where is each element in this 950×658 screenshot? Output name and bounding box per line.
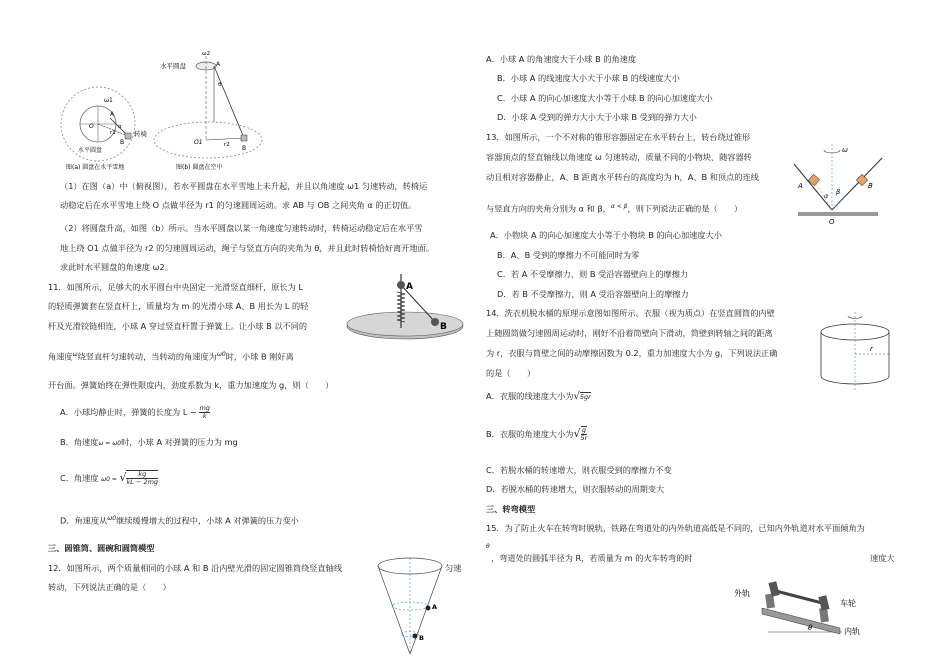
figure-q15-rail: [732, 570, 872, 656]
ball-a: [397, 281, 405, 289]
q14-option-a-sqrt: √: [573, 391, 580, 402]
fig-a-A: A: [110, 111, 115, 118]
figure-q13-cone: [788, 140, 888, 226]
fig15-wheel: 车轮: [840, 599, 856, 608]
q12-line1-tail: 匀速: [445, 563, 462, 573]
q11-option-d: [60, 515, 299, 526]
fig13-B: B: [868, 182, 873, 190]
q11-line4-c: 时，小球 B 刚好离: [225, 351, 294, 362]
q11-option-c-den: kL − 2mg: [126, 478, 159, 487]
q13-line3: 动且相对容器静止，A、B 距离水平转台的高度均为 h，A、B 和顶点的连线: [486, 172, 759, 182]
q11-option-b-sym: ω = ω0: [98, 440, 122, 447]
q14-option-b-num: g: [581, 426, 586, 434]
q14-option-b-den: 5r: [580, 434, 588, 443]
q13-line4-a: 与竖直方向的夹角分别为 α 和 β，: [486, 203, 611, 214]
q11-option-c-sym: ω0 =: [101, 475, 117, 483]
q11-option-c-fraction: [126, 470, 158, 487]
q10-part2-line3: 求此时水平圆盘的角速度 ω2。: [60, 262, 173, 272]
figure-q14-drum: [815, 310, 895, 390]
fig-a-O: O: [89, 123, 94, 130]
q11-line4: [48, 351, 294, 362]
q14-option-c: C．若脱水桶的转速增大，则衣服受到的摩擦力不变: [486, 465, 672, 475]
fig-b-B: B: [242, 145, 247, 152]
q10-part1-line1: （1）在图（a）中（俯视图），若水平圆盘在水平雪地上未升起，并且以角速度 ω1 匀速转动，转椅运: [60, 181, 428, 191]
q14-line4: 的是（ ）: [486, 368, 536, 378]
q15-line1: 15．为了防止火车在转弯时脱轨，铁路在弯道处的内外轨道高低是不同的，已知内外轨道对水平面倾角为: [486, 523, 865, 533]
fig12-A: A: [432, 603, 438, 611]
q14-option-b-sqrt: √: [573, 426, 581, 440]
rope-b: [214, 66, 244, 138]
wall-right: [832, 158, 882, 210]
q12-option-d: D．小球 A 受到的弹力大小大于小球 B 受到的弹力大小: [497, 112, 697, 122]
q11-line3: 杆及光滑铰链相连，小球 A 穿过竖直杆置于弹簧上。让小球 B 以不同的: [48, 321, 308, 331]
q11-line4-omega0: ω0: [216, 351, 226, 358]
section-3-heading: 三、圆锥筒、圆碗和圆筒模型: [48, 543, 155, 553]
q12-option-a: A．小球 A 的角速度大于小球 B 的角速度: [486, 54, 637, 64]
q14-option-b: [486, 426, 587, 443]
q14-option-d: D．若脱水桶的转速增大，则衣服转动的周期变大: [486, 484, 665, 494]
fig15-theta: θ: [808, 624, 813, 632]
q11-option-c-sqrt: √: [119, 470, 127, 484]
fig11-A: A: [406, 282, 413, 292]
section-4-heading: 三、转弯模型: [486, 504, 536, 514]
q15-line2: ，弯道处的圆弧半径为 R，若质量为 m 的火车转弯的时: [491, 553, 693, 563]
fig13-omega: ω: [842, 146, 848, 154]
q10-part2-line1: （2）将圆盘升高，如图（b）所示。当水平圆盘以某一角速度匀速转动时，转椅运动稳定后在水平雪: [60, 223, 423, 233]
fig13-A: A: [798, 182, 803, 190]
turntable-q13: [798, 212, 878, 216]
q14-option-a-radicand: 5gr: [579, 393, 591, 401]
q12-option-b: B．小球 A 的线速度大小大于小球 B 的线速度大小: [497, 73, 680, 83]
q14-line2: 上随圆筒做匀速圆周运动时，刚好不沿着筒壁向下滑动，筒壁到转轴之间的距离: [486, 328, 773, 338]
fig13-beta: β: [836, 188, 841, 196]
q11-option-c-num: kg: [126, 471, 158, 479]
fig13-alpha: α: [824, 192, 829, 200]
q12-line1: 12．如图所示，两个质量相同的小球 A 和 B 沿内壁光滑的固定圆锥筒绕竖直轴线: [48, 563, 343, 573]
q11-line4-omega: ω: [72, 351, 78, 358]
wheel-right: [818, 595, 829, 611]
fig14-r: r: [870, 345, 873, 353]
ball-a-q12: [426, 606, 431, 611]
q11-option-a-text: A．小球均静止时，弹簧的长度为 L −: [60, 407, 197, 418]
cone-right: [410, 566, 442, 654]
q11-option-c: [60, 470, 158, 487]
q13-option-d: D．若 B 不受摩擦力，则 A 受沿容器壁向上的摩擦力: [497, 289, 689, 299]
q13-option-a: A．小物块 A 的向心加速度大小等于小物块 B 的向心加速度大小: [490, 230, 722, 240]
q11-line1: 11．如图所示，足够大的水平圆台中央固定一光滑竖直细杆，原长为 L: [48, 282, 304, 292]
figure-turntable: [58, 50, 308, 175]
q11-option-d-pre: D．角速度从: [60, 515, 108, 526]
fig15-inner: 内轨: [844, 627, 860, 636]
q11-option-b: [60, 437, 238, 448]
q11-line5: 开台面。弹簧始终在弹性限度内，劲度系数为 k，重力加速度为 g，则（ ）: [48, 380, 334, 390]
cone-left: [378, 566, 410, 654]
q14-option-a: [486, 391, 591, 404]
q10-part1-line2: 动稳定后在水平雪地上绕 O 点做半径为 r1 的匀速圆周运动。求 AB 与 OB 之间夹角 α 的正切值。: [60, 200, 417, 210]
q13-option-c: C．若 A 不受摩擦力，则 B 受沿容器壁向上的摩擦力: [497, 269, 689, 279]
fig-b-O1: O1: [194, 139, 203, 146]
q14-line3: 为 r，衣服与筒壁之间的动摩擦因数为 0.2，重力加速度大小为 g，下列说法正确: [486, 348, 778, 358]
axle: [772, 590, 826, 604]
fig-b-A: A: [216, 61, 221, 68]
q11-line4-a: 角速度: [48, 351, 73, 362]
line-oa: [814, 180, 832, 210]
q14-option-a-text: A．衣服的线速度大小为: [486, 391, 574, 401]
ball-b: [431, 318, 439, 326]
chair-a: [125, 133, 131, 139]
q15-theta: θ: [486, 543, 490, 550]
q13-line4-b: ，则下列说法正确的是（ ）: [627, 203, 743, 214]
fig-a-w1: ω1: [104, 97, 113, 104]
q12-option-c: C．小球 A 的向心加速度大小等于小球 B 的向心加速度大小: [497, 93, 713, 103]
fig-b-caption: 图(b) 圆盘在空中: [176, 164, 223, 171]
q12-line2: 转动，下列说法正确的是（ ）: [48, 582, 171, 592]
q13-line2: 容器顶点的竖直轴线以角速度 ω 匀速转动，质量不同的小物块、随容器转: [486, 152, 752, 162]
fig-a-B: B: [120, 139, 125, 146]
q11-option-a-num: mg: [199, 404, 210, 412]
q11-option-b-post: 时，小球 A 对弹簧的压力为 mg: [121, 437, 238, 447]
fig15-outer: 外轨: [734, 589, 750, 598]
q11-option-c-pre: C．角速度: [60, 472, 99, 483]
q11-option-a-den: k: [202, 412, 207, 421]
q11-option-d-post: 继续缓慢增大的过程中，小球 A 对弹簧的压力变小: [116, 515, 299, 526]
q13-line1: 13．如图所示，一个不对称的锥形容器固定在水平转台上，转台绕过锥形: [486, 132, 751, 142]
fig-a-caption: 图(a) 圆盘在水平雪地: [66, 164, 125, 171]
fig-b-r2: r2: [224, 142, 230, 148]
q11-option-a: [60, 405, 210, 420]
q10-part2-line2: 地上绕 O1 点做半径为 r2 的匀速圆周运动，绳子与竖直方向的夹角为 θ，并且此时转椅恰好离开地面。: [60, 243, 434, 253]
ball-b-q12: [413, 634, 418, 639]
fig-b-w2: ω2: [202, 51, 211, 57]
q15-line2-tail: 速度大: [870, 553, 895, 563]
fig-a-r1: r1: [110, 130, 116, 136]
fig-a-disc-label: 水平圆盘: [78, 147, 103, 154]
fig12-B: B: [419, 634, 424, 642]
q14-option-b-fraction: [581, 426, 588, 443]
q11-option-b-pre: B．角速度: [60, 437, 99, 447]
fig-a-chair-label: 转椅: [134, 130, 147, 138]
q14-line1: 14．洗衣机脱水桶的原理示意图如图所示。衣服（视为质点）在竖直圆筒的内壁: [486, 308, 775, 318]
q13-option-b: B．A、B 受到的摩擦力不可能同时为零: [497, 250, 640, 260]
fig13-O: O: [829, 218, 835, 226]
fig-b-theta: θ: [218, 82, 222, 88]
figure-q12-cone: [375, 556, 445, 658]
q11-option-a-fraction: [199, 405, 209, 420]
q13-line4-sym: α < β: [610, 203, 628, 210]
q11-line2: 的轻质弹簧套在竖直杆上，质量均为 m 的光滑小球 A、B 用长为 L 的轻: [48, 301, 309, 311]
q14-option-b-text: B．衣服的角速度大小为: [486, 428, 574, 439]
chair-b: [241, 135, 247, 141]
q11-option-d-sym: ω0: [107, 515, 117, 522]
q11-line4-b: 绕竖直杆匀速转动，当转动的角速度为: [77, 351, 217, 362]
fig11-B: B: [440, 322, 447, 332]
radius-b: [206, 138, 244, 140]
fig-a-alpha: α: [118, 124, 122, 130]
fig-b-disc-label: 水平圆盘: [160, 62, 186, 70]
figure-q11-turntable: [345, 272, 467, 342]
q13-line4: [486, 203, 742, 214]
